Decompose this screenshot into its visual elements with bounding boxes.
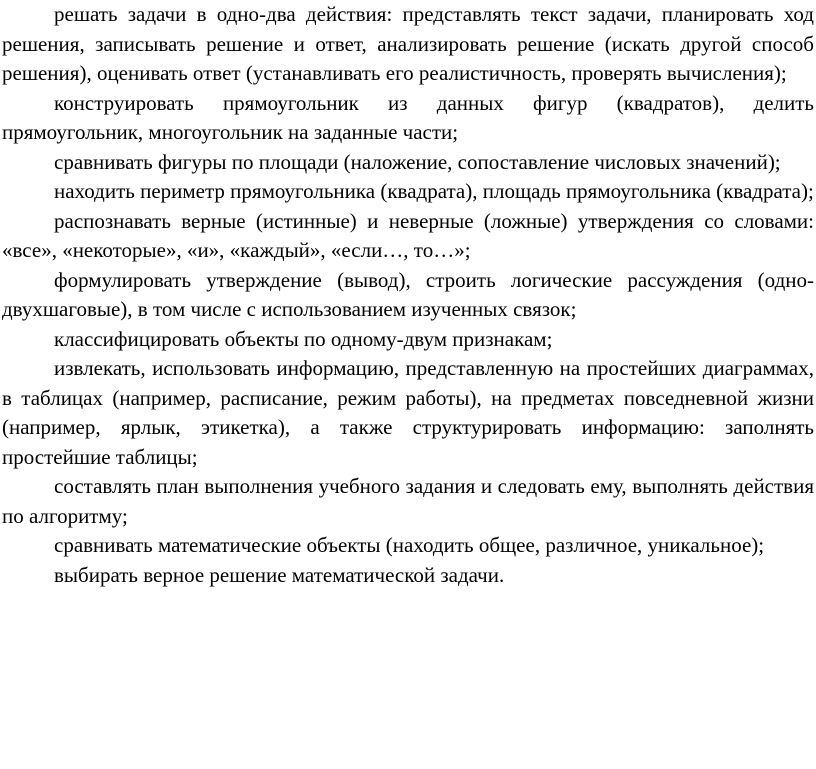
paragraph-7: классифицировать объекты по одному-двум признакам; bbox=[54, 326, 553, 351]
paragraph-3: сравнивать фигуры по площади (наложение, сопоставление числовых значений); bbox=[54, 149, 781, 174]
paragraph-6: формулировать утверждение (вывод), строить логические рассуждения (одно-двухшаговые), в том числе с использованием изученных связок; bbox=[2, 267, 814, 321]
paragraph-8: извлекать, использовать информацию, представленную на простейших диаграммах, в таблицах (например, расписание, режим работы), на предметах повседневной жизни (например, ярлык, этикетка), а также структурировать информацию: заполнять простейшие таблицы; bbox=[2, 356, 814, 469]
paragraph-4: находить периметр прямоугольника (квадрата), площадь прямоугольника (квадрата); bbox=[54, 179, 814, 203]
paragraph-10: сравнивать математические объекты (находить общее, различное, уникальное); bbox=[54, 533, 765, 557]
paragraph-9: составлять план выполнения учебного задания и следовать ему, выполнять действия по алгоритму; bbox=[2, 474, 814, 528]
paragraph-2: конструировать прямоугольник из данных фигур (квадратов), делить прямоугольник, многоугольник на заданные части; bbox=[2, 90, 814, 144]
paragraph-5: распознавать верные (истинные) и неверные (ложные) утверждения со словами: «все», «некоторые», «и», «каждый», «если…, то…»; bbox=[2, 208, 814, 262]
paragraph-1: решать задачи в одно-два действия: представлять текст задачи, планировать ход решения, записывать решение и ответ, анализировать решение (искать другой способ решения), оценивать ответ (устанавливать его реалистичность, проверять вычисления); bbox=[2, 2, 814, 85]
paragraph-11: выбирать верное решение математической задачи. bbox=[54, 562, 505, 587]
